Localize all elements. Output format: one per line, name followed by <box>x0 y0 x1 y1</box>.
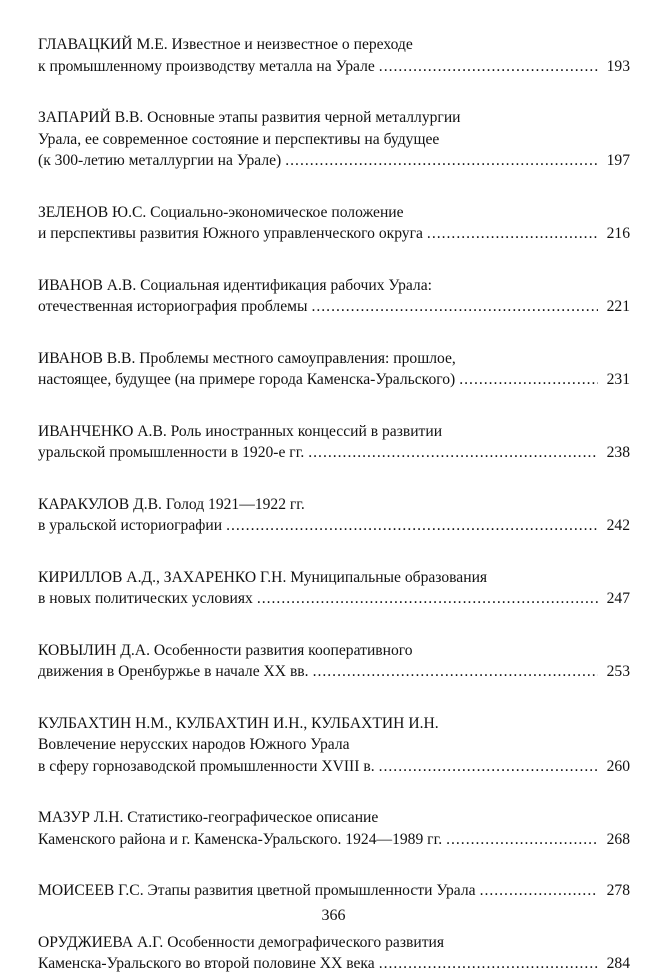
table-of-contents <box>38 34 630 975</box>
toc-entry-last-line <box>38 661 630 683</box>
toc-entry-line: ЗАПАРИЙ В.В. Основные этапы развития черной металлургии <box>38 109 461 126</box>
dot-leader <box>427 223 598 245</box>
toc-entry <box>38 107 630 172</box>
toc-entry-last-line <box>38 880 630 902</box>
toc-entry <box>38 713 630 778</box>
dot-leader <box>459 369 598 391</box>
toc-entry-line: в новых политических условиях <box>38 590 253 607</box>
toc-entry-line: в уральской историографии <box>38 517 223 534</box>
toc-entry-line: ЗЕЛЕНОВ Ю.С. Социально-экономическое положение <box>38 203 404 221</box>
toc-entry-line: (к 300-летию металлургии на Урале) <box>38 152 282 169</box>
toc-entry-line: МАЗУР Л.Н. Статистико-географическое описание <box>38 809 379 826</box>
toc-page-number: 284 <box>606 955 630 972</box>
toc-page-number: 238 <box>606 444 630 461</box>
toc-entry-line: МОИСЕЕВ Г.С. Этапы развития цветной промышленности Урала <box>38 882 476 899</box>
toc-entry <box>38 567 630 610</box>
toc-entry-last-line <box>38 296 630 318</box>
toc-page-number: 216 <box>606 225 630 242</box>
dot-leader <box>311 296 598 318</box>
toc-entry-line: Вовлечение нерусских народов Южного Урала <box>38 736 350 753</box>
toc-entry-line: движения в Оренбуржье в начале XX вв. <box>38 663 309 680</box>
toc-entry-line: Каменского района и г. Каменска-Уральского. 1924—1989 гг. <box>38 830 443 848</box>
toc-entry-line: Каменска-Уральского во второй половине XX века <box>38 955 375 972</box>
toc-entry <box>38 421 630 464</box>
toc-page-number: 197 <box>606 152 630 169</box>
toc-page-number: 253 <box>606 663 630 680</box>
toc-entry <box>38 275 630 318</box>
toc-page-number: 231 <box>606 371 630 388</box>
toc-entry-last-line <box>38 150 630 172</box>
toc-entry-line: КАРАКУЛОВ Д.В. Голод 1921—1922 гг. <box>38 495 305 513</box>
dot-leader <box>285 150 598 172</box>
toc-entry <box>38 348 630 391</box>
toc-entry-line: Урала, ее современное состояние и перспективы на будущее <box>38 130 440 148</box>
dot-leader <box>379 953 598 975</box>
toc-entry <box>38 202 630 245</box>
dot-leader <box>480 880 598 902</box>
toc-entry-line: уральской промышленности в 1920-е гг. <box>38 444 305 461</box>
toc-page-number: 242 <box>606 517 630 534</box>
toc-entry-last-line <box>38 223 630 245</box>
toc-entry <box>38 880 630 902</box>
toc-entry <box>38 640 630 683</box>
toc-page-number: 260 <box>606 757 630 775</box>
toc-page-number: 278 <box>606 882 630 899</box>
toc-entry-line: ИВАНЧЕНКО А.В. Роль иностранных концессий в развитии <box>38 422 443 440</box>
dot-leader <box>379 56 598 78</box>
toc-entry-last-line <box>38 442 630 464</box>
toc-entry-line: и перспективы развития Южного управленческого округа <box>38 225 423 242</box>
toc-page-number: 268 <box>606 830 630 848</box>
toc-entry-line: КИРИЛЛОВ А.Д., ЗАХАРЕНКО Г.Н. Муниципальные образования <box>38 568 488 586</box>
toc-entry-last-line <box>38 953 630 975</box>
toc-entry-last-line <box>38 369 630 391</box>
toc-entry-line: ГЛАВАЦКИЙ М.Е. Известное и неизвестное о переходе <box>38 36 413 53</box>
dot-leader <box>257 588 598 610</box>
toc-entry <box>38 807 630 850</box>
dot-leader <box>308 442 598 464</box>
toc-entry <box>38 494 630 537</box>
toc-entry <box>38 932 630 975</box>
dot-leader <box>226 515 598 537</box>
toc-entry-last-line <box>38 829 630 851</box>
toc-entry-last-line <box>38 756 630 778</box>
page-number: 366 <box>321 907 346 924</box>
toc-entry-line: ОРУДЖИЕВА А.Г. Особенности демографического развития <box>38 933 445 951</box>
toc-entry-line: КОВЫЛИН Д.А. Особенности развития кооперативного <box>38 641 413 659</box>
dot-leader <box>446 829 598 851</box>
toc-entry-line: в сферу горнозаводской промышленности XVIII в. <box>38 757 375 775</box>
toc-page-number: 247 <box>606 590 630 607</box>
toc-entry-last-line <box>38 515 630 537</box>
toc-entry-last-line <box>38 56 630 78</box>
toc-page-number: 193 <box>606 57 630 75</box>
toc-entry-line: отечественная историография проблемы <box>38 298 308 315</box>
toc-entry-line: ИВАНОВ В.В. Проблемы местного самоуправления: прошлое, <box>38 349 456 367</box>
toc-entry-line: настоящее, будущее (на примере города Каменска-Уральского) <box>38 371 456 388</box>
toc-entry-line: к промышленному производству металла на Урале <box>38 57 375 75</box>
toc-entry-line: КУЛБАХТИН Н.М., КУЛБАХТИН И.Н., КУЛБАХТИН И.Н. <box>38 714 439 732</box>
dot-leader <box>313 661 598 683</box>
toc-page-number: 221 <box>606 298 630 315</box>
toc-entry-last-line <box>38 588 630 610</box>
toc-entry <box>38 34 630 77</box>
toc-entry-line: ИВАНОВ А.В. Социальная идентификация рабочих Урала: <box>38 276 432 294</box>
dot-leader <box>379 756 598 778</box>
